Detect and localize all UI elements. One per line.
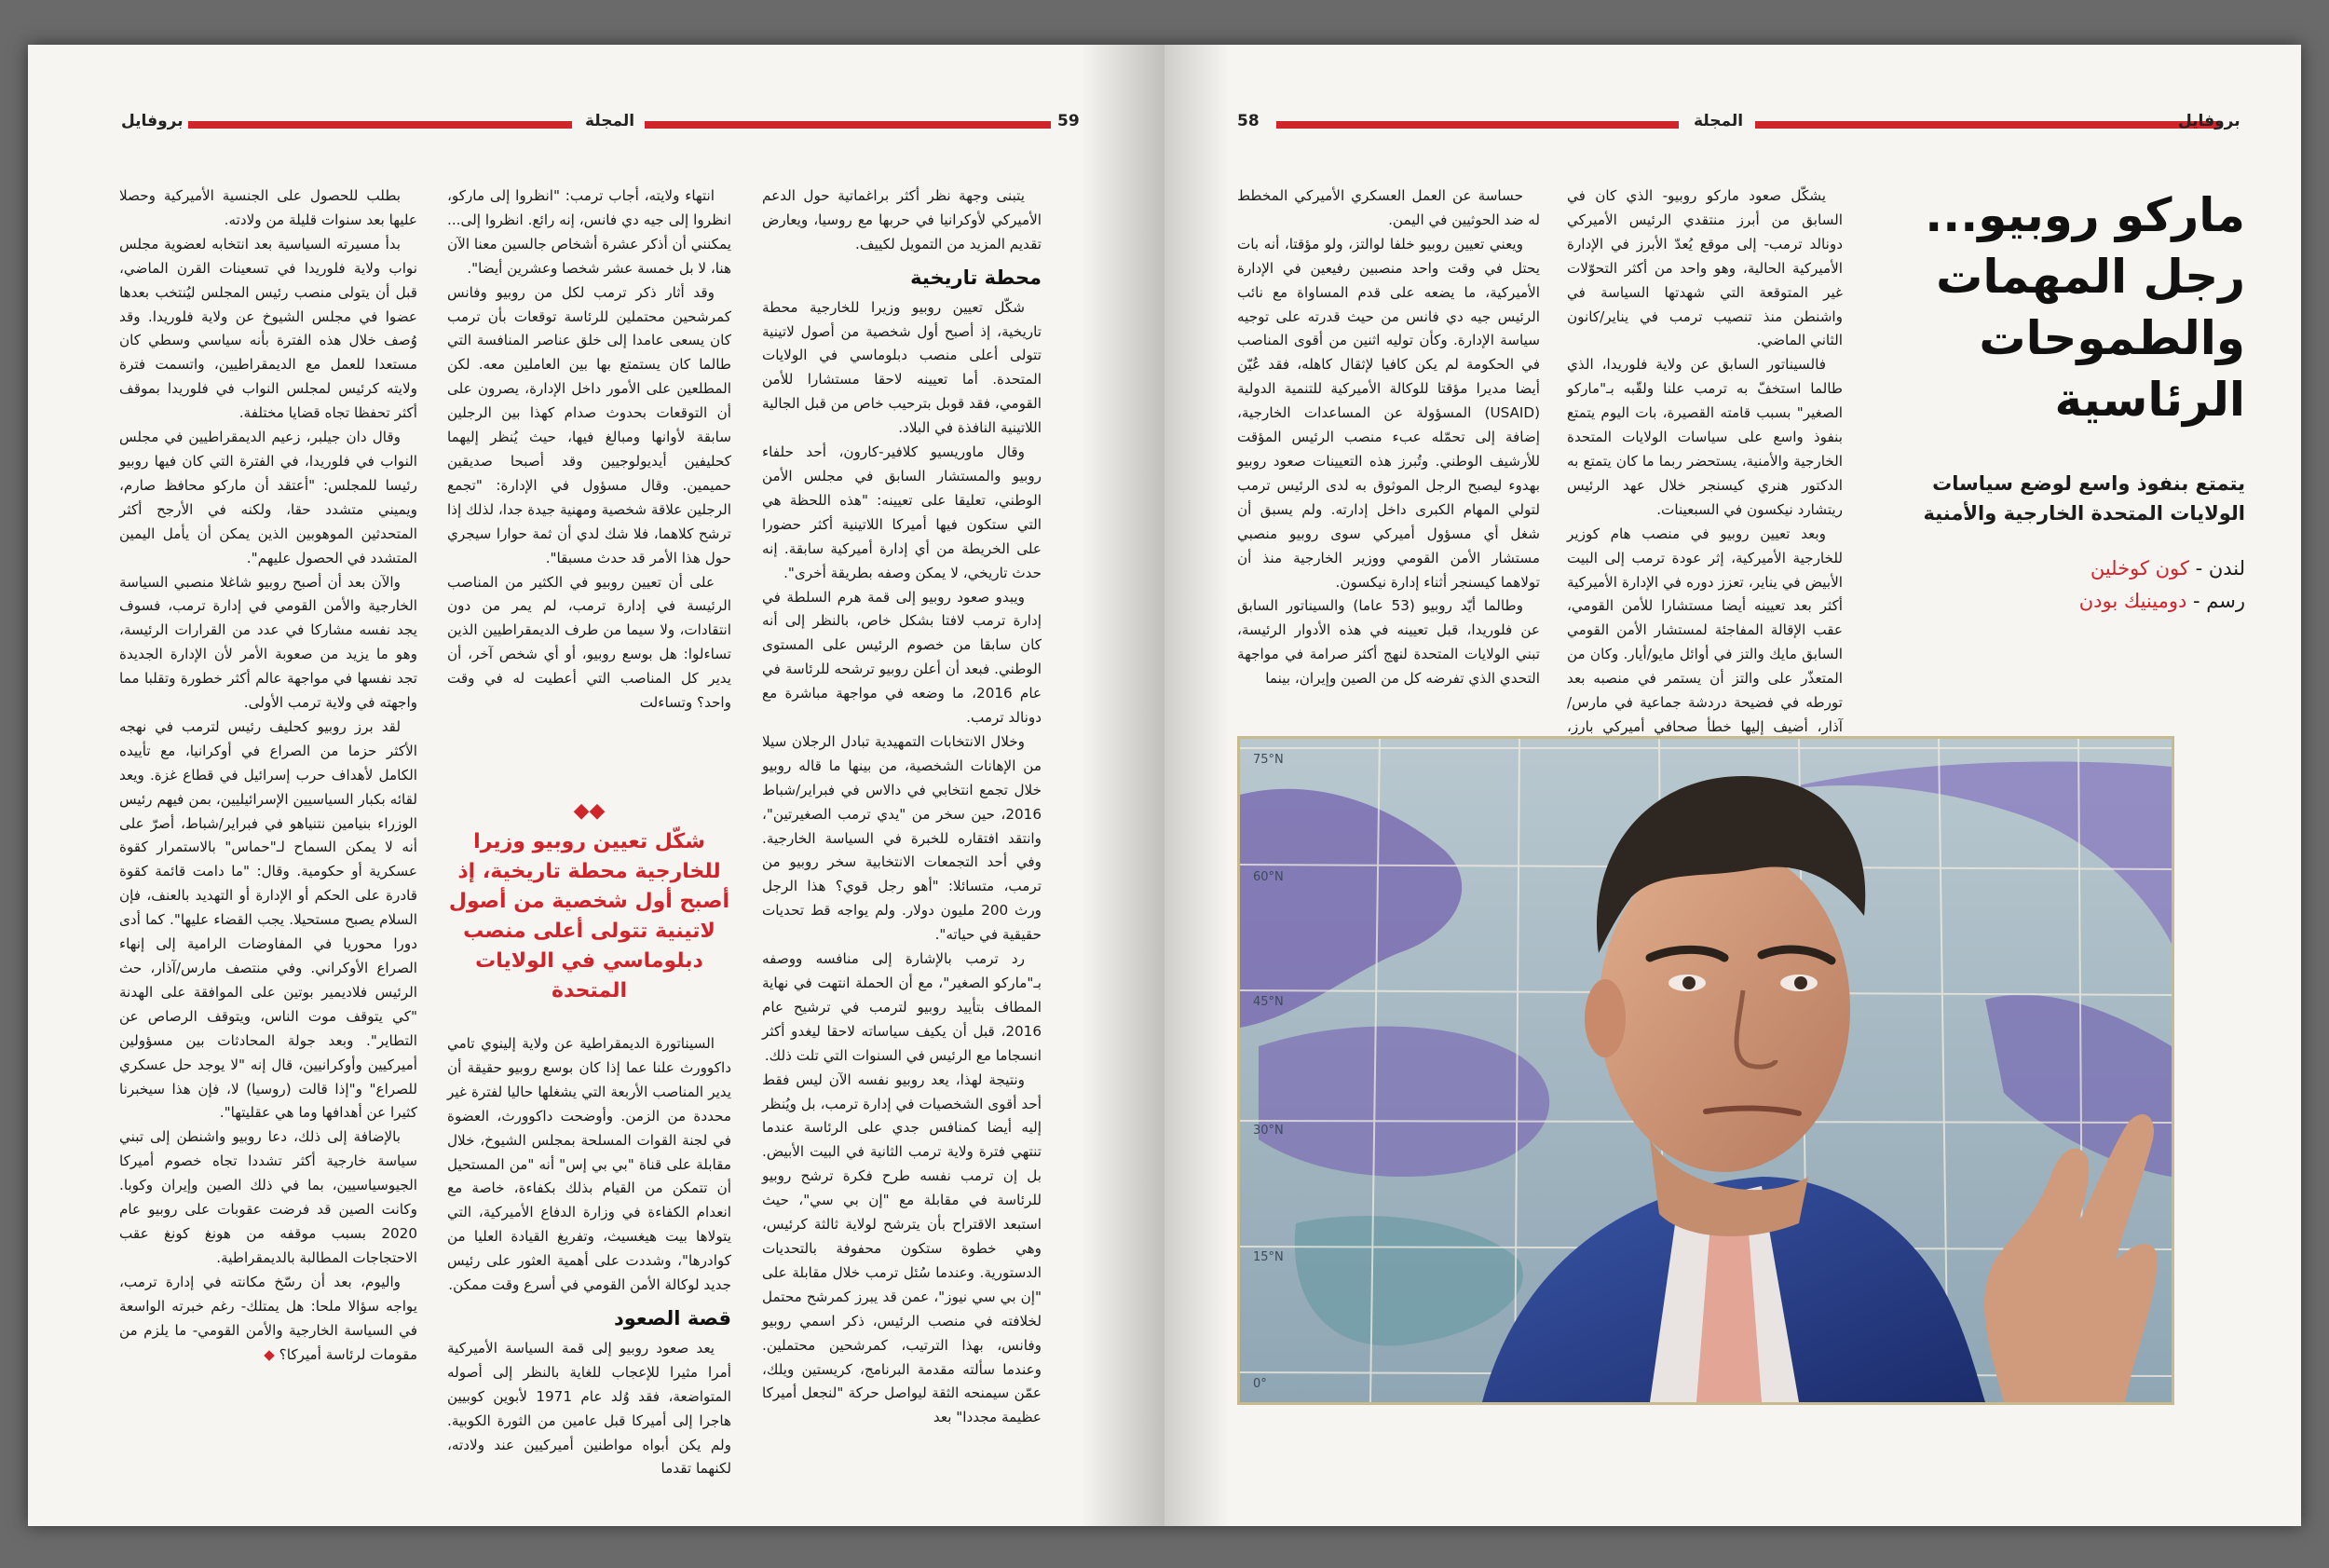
paragraph: وقال ماوريسيو كلافير-كارون، أحد حلفاء روبيو والمستشار السابق في مجلس الأمن الوطني، تعليقا على تعيينه: "هذه اللحظة هي التي ستكون فيها أميركا اللاتينية أكثر حضورا على الخريطة من أي إدارة أميركية سابقة. إنه حدث تاريخي، لا يمكن وصفه بطريقة أخرى". [762, 443, 1042, 581]
magazine-name: المجلة [1694, 112, 1744, 130]
paragraph: ونتيجة لهذا، يعد روبيو نفسه الآن ليس فقط أحد أقوى الشخصيات في إدارة ترمب، بل ويُنظر إليه أيضا كمنافس جدي على الرئاسة عندما تنتهي فترة ولاية ترمب الثانية في البيت الأبيض. بل إن ترمب نفسه طرح فكرة ترشح روبيو للرئاسة في مقابلة مع "إن بي سي"، حيث استبعد الاقتراح بأن يترشح لولاية ثالثة كرئيس، وهي خطوة ستكون محفوفة بالتحديات الدستورية. وعندما سُئل ترمب خلال مقابلة على "إن بي سي نيوز"، عمن قد يبرز كمرشح محتمل لخلافته في منصب الرئيس، ذكر اسمي روبيو وفانس، بهذا الترتيب، كمرشحين محتملين. وعندما سألته مقدمة البرنامج، كريستين ويلك، عمّن سيمنحه الثقة ليواصل حركة "لنجعل أميركا عظيمة مجددا" بعد [762, 1070, 1042, 1426]
header-red-bar [645, 121, 1051, 129]
lat-label: 0° [1253, 1377, 1267, 1391]
article-subtitle: يتمتع بنفوذ واسع لوضع سياسات الولايات المتحدة الخارجية والأمنية [1923, 472, 2245, 525]
article-column-right [1567, 184, 1843, 735]
page-number: 58 [1237, 112, 1260, 130]
subheading: قصة الصعود [613, 1306, 731, 1329]
pull-quote [447, 801, 731, 1006]
lat-label: 60°N [1253, 870, 1284, 884]
lat-label: 15°N [1253, 1250, 1284, 1264]
paragraph: والآن بعد أن أصبح روبيو شاغلا منصبي السياسة الخارجية والأمن القومي في إدارة ترمب، فسوف يجد نفسه مشاركا في عدد من القرارات الرئيسة، وهو ما يزيد من صعوبة الأمر لأن الإدارة الجديدة تجد نفسها في مواجهة عالم أكثر خطورة وتقلبا مما واجهته في ولاية ترمب الأولى. [119, 573, 417, 712]
continent-shape [1259, 1027, 1549, 1177]
closing-paragraph-text: واليوم، بعد أن رسّخ مكانته في إدارة ترمب، يواجه سؤالا ملحا: هل يمتلك- رغم خبرته الواسعة في السياسة الخارجية والأمن القومي- ما يلزم من مقومات لرئاسة أميركا؟ [119, 1273, 417, 1363]
article-column-left [1237, 184, 1540, 725]
article-column-1 [762, 184, 1042, 1489]
paragraph: يشكّل صعود ماركو روبيو- الذي كان في السابق من أبرز منتقدي الرئيس الأميركي دونالد ترمب- إلى موقع يُعدّ الأبرز في الإدارة الأميركية الحالية، وهو واحد من أكثر التحوّلات غير المتوقعة التي شهدتها السياسة في واشنطن منذ تنصيب ترمب في يناير/كانون الثاني الماضي. [1567, 187, 1843, 349]
page-header [28, 112, 1164, 140]
paragraph: وطالما أيّد روبيو (53 عاما) والسيناتور السابق عن فلوريدا، قبل تعيينه في هذه الأدوار الرئيسة، تبني الولايات المتحدة لنهج أكثر صرامة في مواجهة التحدي الذي تفرضه كل من الصين وإيران، بينما [1237, 597, 1540, 688]
paragraph: وقد أثار ذكر ترمب لكل من روبيو وفانس كمرشحين محتملين للرئاسة توقعات بأن ترمب كان يسعى عامدا إلى خلق عناصر المنافسة التي طالما كان يستمتع بها بين العاملين معه. لكن المطلعين على الأمور داخل الإدارة، يصرون على أن التوقعات بحدوث صدام كهذا بين الرجلين سابقة لأوانها ومبالغ فيها، حيث يُنظر إليهما كحليفين أيديولوجيين وقد أصبحا صديقين حميمين. وقال مسؤول في الإدارة: "تجمع الرجلين علاقة شخصية ومهنية جيدة جدا، لذلك إذا ترشح كلاهما، فلا شك لدي أن ثمة حوارا سيجري حول هذا الأمر قد حدث مسبقا". [447, 283, 731, 566]
gutter-shadow [1164, 45, 1230, 1526]
paragraph: رد ترمب بالإشارة إلى منافسه ووصفه بـ"ماركو الصغير"، مع أن الحملة انتهت في نهاية المطاف بتأييد روبيو لترمب في ترشيح عام 2016، قبل أن يكيف سياساته لاحقا ليغدو أكثر انسجاما مع الرئيس في السنوات التي تلت ذلك. [762, 950, 1042, 1064]
byline-label: لندن - [2195, 557, 2245, 579]
illustration-svg [1240, 739, 2172, 1402]
paragraph [119, 1271, 417, 1368]
byline-author [1891, 552, 2245, 584]
right-page [1164, 45, 2301, 1526]
magazine-spread [28, 45, 2301, 1526]
header-red-bar [188, 121, 572, 129]
subheading: محطة تاريخية [910, 266, 1042, 289]
article-column-2-top [447, 184, 731, 712]
pupil [1682, 976, 1696, 989]
paragraph: بالإضافة إلى ذلك، دعا روبيو واشنطن إلى تبني سياسة خارجية أكثر تشددا تجاه خصوم أميركا الجيوسياسيين، بما في ذلك الصين وإيران وكوبا. وكانت الصين قد فرضت عقوبات على روبيو عام 2020 بسبب موقفه من هونغ كونغ عقب الاحتجاجات المطالبة بالديمقراطية. [119, 1128, 417, 1266]
lat-label: 30°N [1253, 1124, 1284, 1138]
paragraph: ويعني تعيين روبيو خلفا لوالتز، ولو مؤقتا، أنه بات يحتل في وقت واحد منصبين رفيعين في الإدارة الأميركية، ما يضعه على قدم المساواة مع نائب الرئيس جيه دي فانس من حيث قدرته على توجيه سياسة الإدارة. وكأن توليه اثنين من أقوى المناصب في الحكومة لم يكن كافيا لإثقال كاهله، فقد عُيّن أيضا مديرا مؤقتا للوكالة الأميركية للتنمية الدولية (USAID) المسؤولة عن المساعدات الخارجية، إضافة إلى تحمّله عبء منصب الرئيس المؤقت للأرشيف الوطني. وتُبرز هذه التعيينات صعود روبيو بهدوء ليصبح الرجل الموثوق به لدى الرئيس ترمب لتولي المهام الكبرى داخل إدارته. ولم يسبق أن شغل أي مسؤول أميركي سوى روبيو منصبي مستشار الأمن القومي ووزير الخارجية منذ أن تولاهما كيسنجر أثناء إدارة نيكسون. [1237, 235, 1540, 591]
pull-quote-text: شكّل تعيين روبيو وزيرا للخارجية محطة تاريخية، إذ أصبح أول شخصية من أصول لاتينية تتولى أعلى منصب دبلوماسي في الولايات المتحدة [448, 830, 730, 1002]
pupil [1794, 976, 1807, 989]
paragraph: ويبدو صعود روبيو إلى قمة هرم السلطة في إدارة ترمب لافتا بشكل خاص، بالنظر إلى أنه كان سابقا من خصوم الرئيس على المستوى الوطني. فبعد أن أعلن روبيو ترشحه للرئاسة في عام 2016، ما وضعه في مواجهة مباشرة مع دونالد ترمب. [762, 588, 1042, 727]
paragraph: حساسة عن العمل العسكري الأميركي المخطط له ضد الحوثيين في اليمن. [1237, 187, 1540, 228]
paragraph: انتهاء ولايته، أجاب ترمب: "انظروا إلى ماركو، انظروا إلى جيه دي فانس، إنه رائع. انظروا إلى... يمكنني أن أذكر عشرة أشخاص جالسين معنا الآن هنا، لا بل خمسة عشر شخصا وعشرين أيضا". [447, 187, 731, 277]
paragraph: يتبنى وجهة نظر أكثر براغماتية حول الدعم الأميركي لأوكرانيا في حربها مع روسيا، ويعارض تقديم المزيد من التمويل لكييف. [762, 187, 1042, 252]
header-red-bar [1276, 121, 1679, 129]
left-page [28, 45, 1164, 1526]
face [1599, 846, 1850, 1172]
paragraph: بطلب للحصول على الجنسية الأميركية وحصلا عليها بعد سنوات قليلة من ولادته. [119, 187, 417, 228]
section-label: بروفايل [121, 112, 184, 130]
lat-label: 75°N [1253, 753, 1284, 767]
byline-illustrator [1891, 585, 2245, 617]
paragraph: يعد صعود روبيو إلى قمة السياسة الأميركية أمرا مثيرا للإعجاب للغاية بالنظر إلى أصوله المتواضعة، فقد وُلد عام 1971 لأبوين كوبيين هاجرا إلى أميركا قبل عامين من الثورة الكوبية. ولم يكن أبواه مواطنين أميركيين عند ولادته، لكنهما تقدما [447, 1339, 731, 1478]
paragraph: وخلال الانتخابات التمهيدية تبادل الرجلان سيلا من الإهانات الشخصية، من بينها ما قاله روبيو خلال تجمع انتخابي في دالاس في فبراير/شباط 2016، حين سخر من "يدي ترمب الصغيرتين"، وانتقد افتقاره للخبرة في السياسة الخارجية. وفي أحد التجمعات الانتخابية سخر روبيو من ترمب، متسائلا: "أهو رجل قوي؟ هذا الرجل ورث 200 مليون دولار. ولم يواجه قط تحديات حقيقية في حياته". [762, 732, 1042, 944]
paragraph: شكّل تعيين روبيو وزيرا للخارجية محطة تاريخية، إذ أصبح أول شخصية من أصول لاتينية تتولى أعلى منصب دبلوماسي في الولايات المتحدة. أما تعيينه لاحقا مستشارا للأمن القومي، فقد قوبل بترحيب خاص من قبل الجالية اللاتينية النافذة في البلاد. [762, 298, 1042, 437]
paragraph: على أن تعيين روبيو في الكثير من المناصب الرئيسة في إدارة ترمب، لم يمر من دون انتقادات، ولا سيما من طرف الديمقراطيين الذين تساءلوا: هل بوسع روبيو، أو أي شخص آخر، أن يدير كل المناصب التي أعطيت له في وقت واحد؟ وتساءلت [447, 573, 731, 712]
portrait-illustration [1237, 736, 2174, 1405]
header-red-bar [1755, 121, 2221, 129]
end-mark-icon: ◆ [264, 1345, 275, 1363]
paragraph: وقال دان جيلبر، زعيم الديمقراطيين في مجلس النواب في فلوريدا، في الفترة التي كان فيها روبيو رئيسا للمجلس: "أعتقد أن ماركو محافظ صارم، ويميني متشدد حقا، ولكنه في الأرجح أكثر المتحدثين الموهوبين الذين يمكن أن يأمل اليمين المتشدد في الحصول عليهم". [119, 429, 417, 566]
gutter-shadow [1081, 45, 1164, 1526]
magazine-name: المجلة [585, 112, 635, 130]
page-header [1164, 112, 2301, 140]
article-column-2-bottom [447, 1032, 731, 1489]
author-name: كون كوخلين [2090, 557, 2189, 579]
article-column-3 [119, 184, 417, 1489]
page-number: 59 [1057, 112, 1080, 130]
diamonds-ornament: ◆◆ [573, 799, 606, 823]
byline-label: رسم - [2193, 590, 2245, 612]
article-title: ماركو روبيو... رجل المهمات والطموحات الرئاسية [1925, 188, 2245, 427]
section-label: بروفايل [2178, 112, 2240, 130]
illustrator-name: دومينيك بودن [2078, 590, 2187, 612]
paragraph: بدأ مسيرته السياسية بعد انتخابه لعضوية مجلس نواب ولاية فلوريدا في تسعينات القرن الماضي، قبل أن يتولى منصب رئيس المجلس ليُنتخب بعدها عضوا في مجلس الشيوخ عن ولاية فلوريدا. وقد وُصف خلال هذه الفترة بأنه سياسي وسطي كان مستعدا للعمل مع الديمقراطيين، واتسمت فترة ولايته كرئيس لمجلس النواب في فلوريدا بموقف أكثر تحفظا تجاه قضايا مختلفة. [119, 235, 417, 422]
paragraph: السيناتورة الديمقراطية عن ولاية إلينوي تامي داكوورث علنا عما إذا كان بوسع روبيو حقيقة أن يدير المناصب الأربعة التي يشغلها حاليا لفترة غير محددة من الزمن. وأوضحت داكوورث، العضوة في لجنة القوات المسلحة بمجلس الشيوخ، خلال مقابلة على قناة "بي بي إس" أنه "من المستحيل أن تتمكن من القيام بذلك بكفاءة، خاصة مع انعدام الكفاءة في وزارة الدفاع الأميركية، التي يتولاها بيت هيغسيث، وتفريغ القيادة العليا من كوادرها"، وشددت على أهمية العثور على رئيس جديد لوكالة الأمن القومي في أسرع وقت ممكن. [447, 1035, 731, 1294]
ear [1585, 979, 1626, 1057]
paragraph: فالسيناتور السابق عن ولاية فلوريدا، الذي طالما استخفّ به ترمب علنا ولقّبه بـ"ماركو الصغير" بسبب قامته القصيرة، بات اليوم يتمتع بنفوذ واسع على سياسات الولايات المتحدة الخارجية والأمنية، يستحضر ربما ما كان يتمتع به الدكتور هنري كيسنجر خلال عهد الرئيس ريتشارد نيكسون في السبعينات. [1567, 356, 1843, 518]
paragraph: وبعد تعيين روبيو في منصب هام كوزير للخارجية الأميركية، إثر عودة ترمب إلى البيت الأبيض في يناير، تعزز دوره في الإدارة الأميركية أكثر بعد تعيينه أيضا مستشارا للأمن القومي، عقب الإقالة المفاجئة لمستشار الأمن القومي السابق مايك والتز في أوائل مايو/أيار. وكان من المتعذّر على والتز أن يستمر في منصبه بعد تورطه في فضيحة دردشة جماعية في مارس/آذار، أضيف إليها خطأ صحافي أميركي بارز، [1567, 525, 1843, 735]
lat-label: 45°N [1253, 995, 1284, 1009]
paragraph: لقد برز روبيو كحليف رئيس لترمب في نهجه الأكثر حزما من الصراع في أوكرانيا، مع تأييده الكامل لأهداف حرب إسرائيل في قطاع غزة. ويعد لقائه بكبار السياسيين الإسرائيليين، بمن فيهم رئيس الوزراء بنيامين نتنياهو في فبراير/شباط، أصرّ على أنه لا يمكن السماح لـ"حماس" بالاستمرار كقوة عسكرية أو حكومية. وقال: "ما دامت قائمة كقوة قادرة على الحكم أو الإدارة أو التهديد بالعنف، فإن السلام يصبح مستحيلا. يجب القضاء عليها". كما أدى دورا محوريا في المفاوضات الرامية إلى إنهاء الصراع الأوكراني. وفي منتصف مارس/آذار، حث الرئيس فلاديمير بوتين على الموافقة على الهدنة "كي يتوقف موت الناس، ويتوقف الرصاص عن التطاير". وبعد جولة المحادثات بين مسؤولين أميركيين وأوكرانيين، قال إنه "لا يوجد حل عسكري للصراع" و"إذا قالت (روسيا) لا، فإن هذا سيخبرنا كثيرا عن أهدافها وما هي عقليتها". [119, 717, 417, 1122]
